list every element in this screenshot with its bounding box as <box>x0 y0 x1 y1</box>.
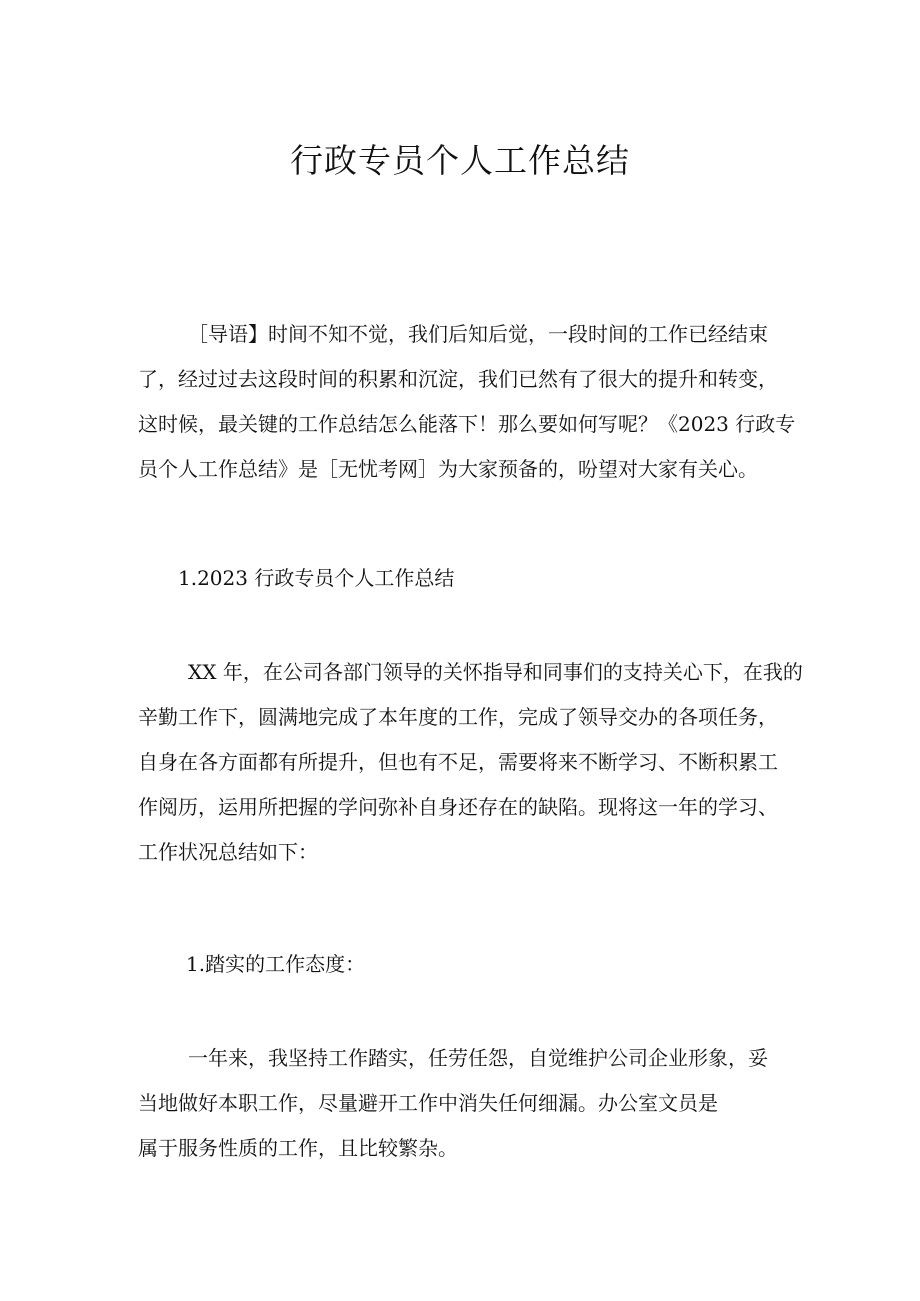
section-line: 自身在各方面都有所提升，但也有不足，需要将来不断学习、不断积累工 <box>138 750 778 774</box>
subsection-line: 属于服务性质的工作，且比较繁杂。 <box>138 1136 458 1160</box>
intro-line: 这时候，最关键的工作总结怎么能落下！那么要如何写呢？《2023 行政专 <box>138 412 796 436</box>
subsection-heading-text: 1.踏实的工作态度： <box>186 952 366 976</box>
subsection-heading <box>138 942 786 987</box>
section-heading-text: 1.2023 行政专员个人工作总结 <box>178 566 455 590</box>
subsection-paragraph <box>138 1036 786 1171</box>
section-line: 作阅历，运用所把握的学问弥补自身还存在的缺陷。现将这一年的学习、 <box>138 795 778 819</box>
intro-line: 了，经过过去这段时间的积累和沉淀，我们已然有了很大的提升和转变， <box>138 367 778 391</box>
section-line: 工作状况总结如下： <box>138 840 318 864</box>
document-title: 行政专员个人工作总结 <box>290 141 630 180</box>
intro-paragraph <box>138 312 796 492</box>
intro-line: 员个人工作总结》是［无忧考网］为大家预备的，吩望对大家有关心。 <box>138 457 758 481</box>
section-paragraph <box>138 650 803 875</box>
intro-line: ［导语】时间不知不觉，我们后知后觉，一段时间的工作已经结束 <box>188 322 768 346</box>
section-line: 辛勤工作下，圆满地完成了本年度的工作，完成了领导交办的各项任务， <box>138 705 778 729</box>
section-line: XX 年，在公司各部门领导的关怀指导和同事们的支持关心下，在我的 <box>188 660 803 684</box>
section-heading <box>138 556 786 601</box>
subsection-line: 一年来，我坚持工作踏实，任劳任怨，自觉维护公司企业形象，妥 <box>188 1046 768 1070</box>
subsection-line: 当地做好本职工作，尽量避开工作中消失任何细漏。办公室文员是 <box>138 1091 718 1115</box>
